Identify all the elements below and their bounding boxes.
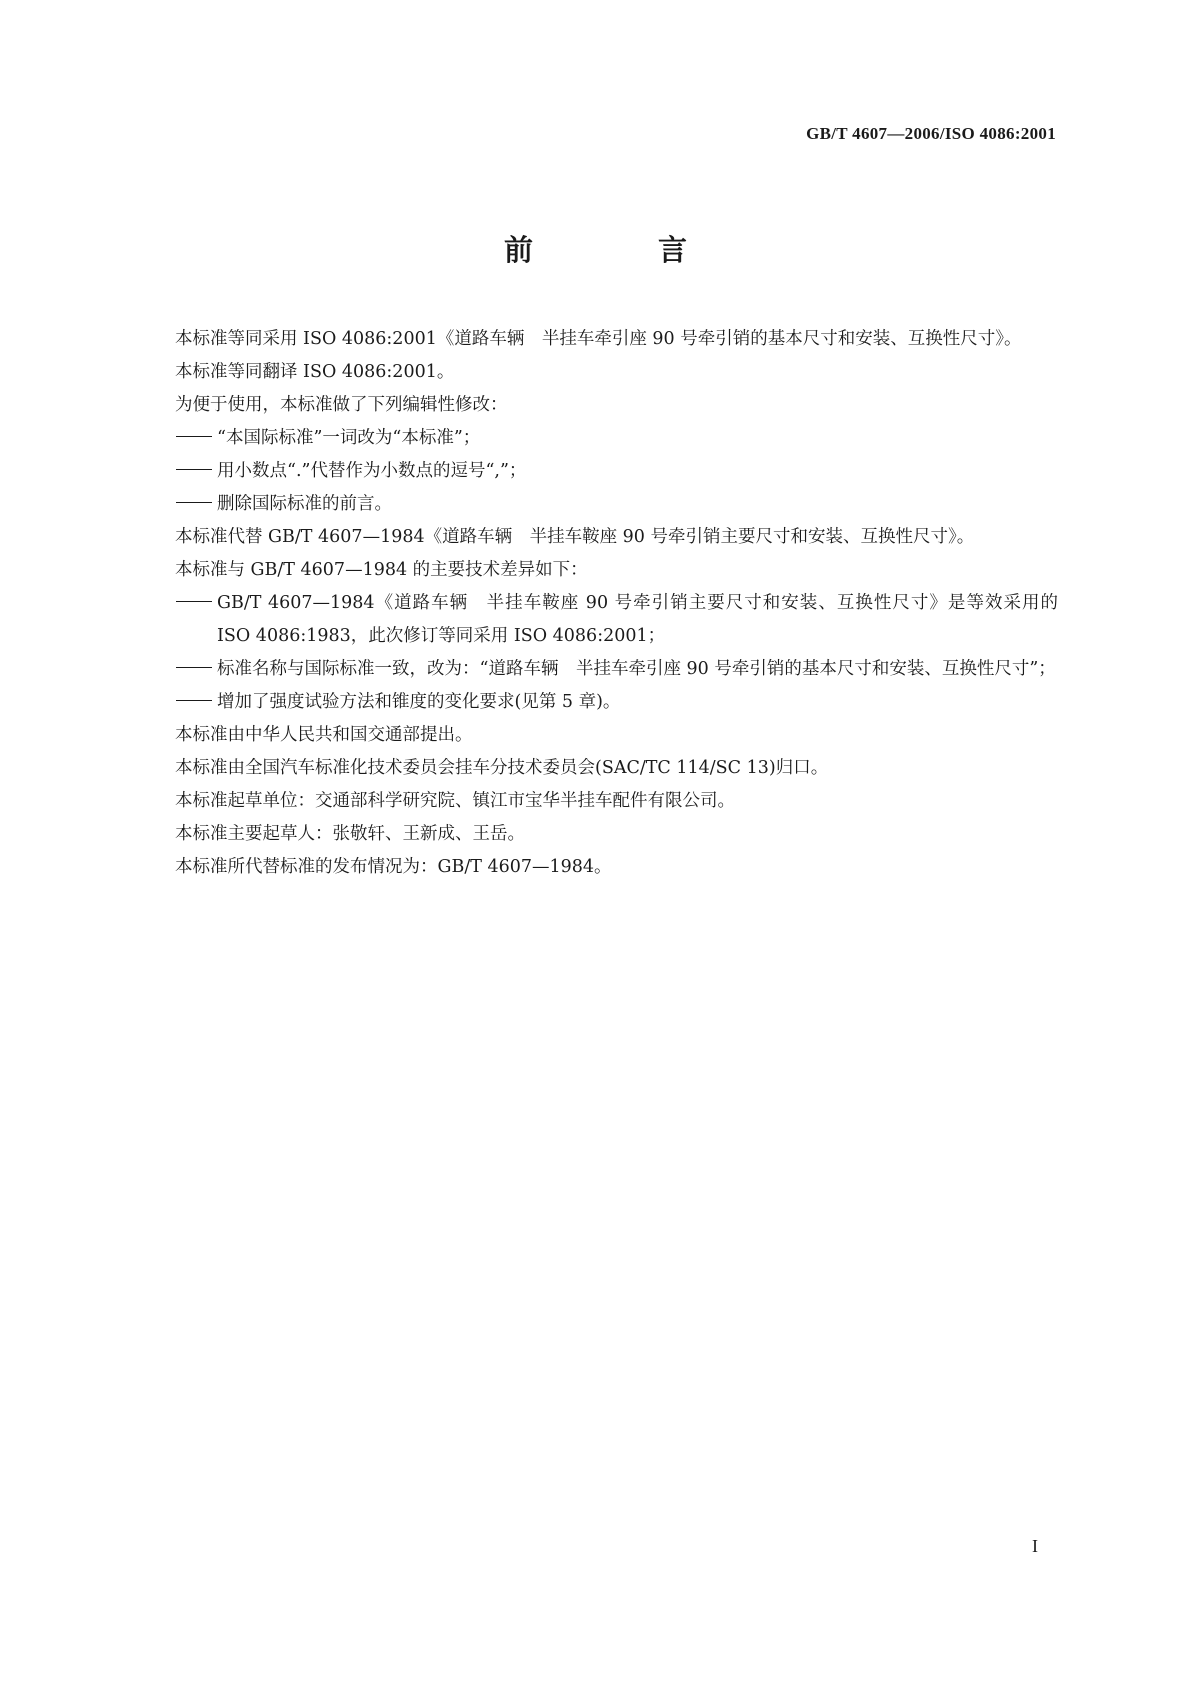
list-item-text: 标准名称与国际标准一致，改为：“道路车辆 半挂车牵引座 90 号牵引销的基本尺寸和安装、互换性尺寸”； [217, 659, 1056, 679]
dash-marker [176, 686, 217, 719]
dash-marker [176, 587, 217, 620]
paragraph-release-history [134, 851, 1058, 884]
paragraph-editorial-intro [134, 389, 1058, 422]
paragraph-drafters [134, 818, 1058, 851]
dash-marker [176, 488, 217, 521]
paragraph-text: 本标准起草单位：交通部科学研究院、镇江市宝华半挂车配件有限公司。 [175, 791, 735, 811]
paragraph-text: 本标准与 GB/T 4607—1984 的主要技术差异如下： [175, 560, 588, 580]
paragraph-text: 本标准所代替标准的发布情况为：GB/T 4607—1984。 [175, 857, 612, 877]
paragraph-adoption [134, 323, 1058, 356]
list-item [134, 488, 1058, 521]
paragraph-text: 本标准由中华人民共和国交通部提出。 [175, 725, 473, 745]
list-item-text: GB/T 4607—1984《道路车辆 半挂车鞍座 90 号牵引销主要尺寸和安装、互换性尺寸》是等效采用的 ISO 4086:1983，此次修订等同采用 ISO 4086:2001； [217, 593, 1058, 646]
list-item-text: “本国际标准”一词改为“本标准”； [217, 428, 481, 448]
paragraph-text: 本标准代替 GB/T 4607—1984《道路车辆 半挂车鞍座 90 号牵引销主要尺寸和安装、互换性尺寸》。 [175, 527, 975, 547]
foreword-body [134, 323, 1058, 884]
paragraph-responsible-committee [134, 752, 1058, 785]
paragraph-drafting-units [134, 785, 1058, 818]
list-item [134, 653, 1058, 686]
paragraph-text: 本标准主要起草人：张敬轩、王新成、王岳。 [175, 824, 525, 844]
paragraph-text: 为便于使用，本标准做了下列编辑性修改： [175, 395, 508, 415]
list-item-text: 删除国际标准的前言。 [217, 494, 392, 514]
paragraph-differences-intro [134, 554, 1058, 587]
paragraph-translation [134, 356, 1058, 389]
dash-marker [176, 422, 217, 455]
list-item-text: 增加了强度试验方法和锥度的变化要求(见第 5 章)。 [217, 692, 621, 712]
list-item [134, 422, 1058, 455]
paragraph-text: 本标准由全国汽车标准化技术委员会挂车分技术委员会(SAC/TC 114/SC 13)归口。 [175, 758, 829, 778]
list-item [134, 686, 1058, 719]
list-item [134, 587, 1058, 653]
paragraph-text: 本标准等同翻译 ISO 4086:2001。 [175, 362, 455, 382]
standard-number-header: GB/T 4607—2006/ISO 4086:2001 [806, 124, 1056, 143]
paragraph-text: 本标准等同采用 ISO 4086:2001《道路车辆 半挂车牵引座 90 号牵引销的基本尺寸和安装、互换性尺寸》。 [175, 329, 1022, 349]
page-title: 前 言 [503, 233, 735, 267]
list-item-text: 用小数点“.”代替作为小数点的逗号“,”； [217, 461, 527, 481]
page-number: I [1032, 1536, 1038, 1556]
dash-marker [176, 455, 217, 488]
list-item [134, 455, 1058, 488]
dash-marker [176, 653, 217, 686]
paragraph-replaces [134, 521, 1058, 554]
paragraph-proposed-by [134, 719, 1058, 752]
